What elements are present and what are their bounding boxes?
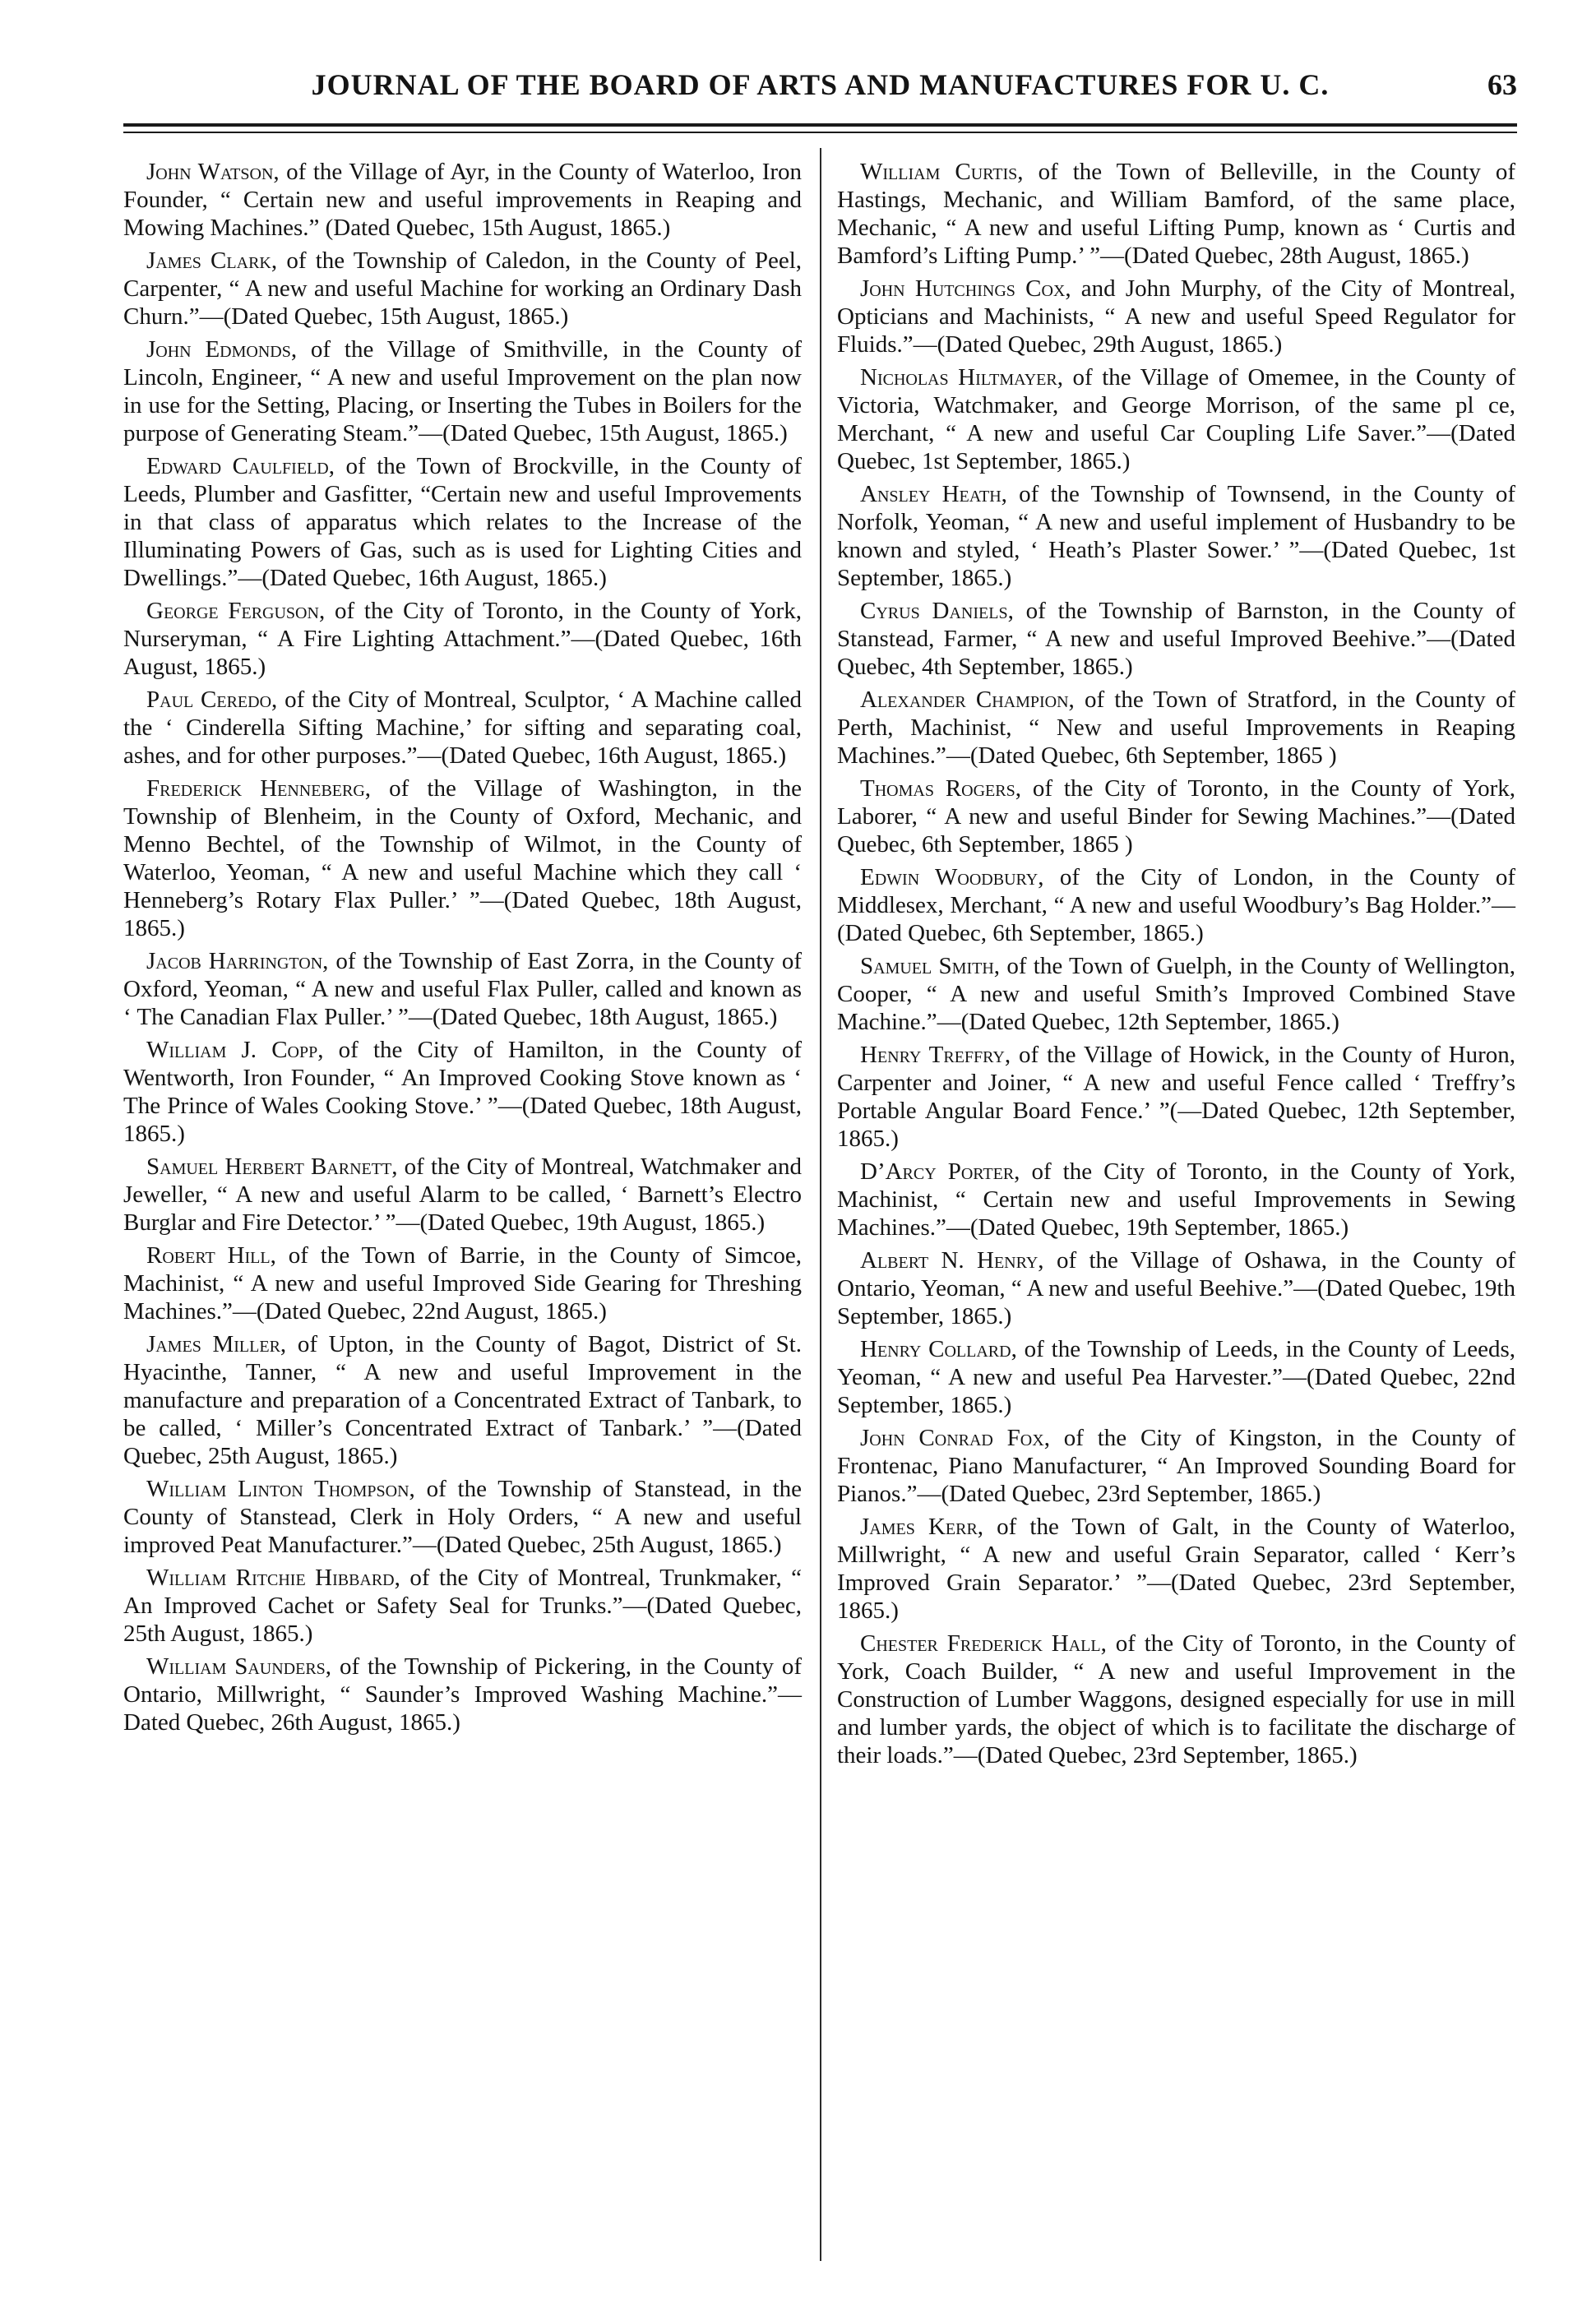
patent-entry: [123, 597, 802, 681]
patent-description: of the Town of Barrie, in the County of Simcoe, Machinist, “ A new and useful Improved Side Gearing for Threshing Machines.”—(Dated Quebec, 22nd August, 1865.): [123, 1242, 803, 1325]
patent-description: of the Township of Barnston, in the County of Stanstead, Farmer, “ A new and useful Improved Beehive.”—(Dated Quebec, 4th September, 1865.): [837, 598, 1516, 680]
patentee-name: Nicholas Hiltmayer,: [860, 364, 1063, 391]
patent-entry: [123, 686, 802, 770]
patentee-name: Albert N. Henry,: [860, 1247, 1044, 1274]
header-rule-thin: [123, 132, 1517, 133]
patent-entry: [837, 158, 1515, 270]
patent-entry: [123, 1475, 802, 1559]
patentee-name: William Ritchie Hibbard,: [146, 1565, 400, 1591]
patentee-name: Samuel Herbert Barnett,: [146, 1154, 398, 1180]
patent-description: of the Village of Howick, in the County of Huron, Carpenter and Joiner, “ A new and useful Fence called ‘ Treffry’s Portable Angular Board Fence.’ ”(—Dated Quebec, 12th September, 1865.): [837, 1042, 1516, 1152]
patent-description: of the City of Hamilton, in the County of Wentworth, Iron Founder, “ An Improved Cooking Stove known as ‘ The Prince of Wales Cooking Stove.’ ”—(Dated Quebec, 18th August, 1865.): [123, 1037, 803, 1147]
patentee-name: William Linton Thompson,: [146, 1476, 415, 1502]
patentee-name: John Hutchings Cox,: [860, 275, 1071, 302]
patent-entry: [837, 952, 1515, 1036]
patent-description: of the Village of Smithville, in the County of Lincoln, Engineer, “ A new and useful Improvement on the plan now in use for the Setting, Placing, or Inserting the Tubes in Boilers for the purpose of Generating Steam.”—(Dated Quebec, 15th August, 1865.): [123, 336, 802, 446]
patent-entry: [123, 335, 802, 447]
patent-description: of Upton, in the County of Bagot, District of St. Hyacinthe, Tanner, “ A new and useful Improvement in the manufacture and preparation of a Concentrated Extract of Tanbark, to be called, ‘ Miller’s Concentrated Extract of Tanbark.’ ”—(Dated Quebec, 25th August, 1865.): [123, 1331, 803, 1469]
patentee-name: Paul Ceredo,: [146, 687, 278, 713]
patent-description: of the Township of Townsend, in the County of Norfolk, Yeoman, “ A new and useful implement of Husbandry to be known and styled, ‘ Heath’s Plaster Sower.’ ”—(Dated Quebec, 1st September, 1865.): [837, 481, 1515, 591]
patent-entry: [123, 452, 802, 592]
header-rule-thick: [123, 123, 1517, 127]
patent-description: of the Village of Ayr, in the County of Waterloo, Iron Founder, “ Certain new and useful improvements in Reaping and Mowing Machines.” (Dated Quebec, 15th August, 1865.): [123, 159, 803, 241]
patentee-name: D’Arcy Porter,: [860, 1158, 1020, 1185]
patent-description: of the City of Kingston, in the County of Frontenac, Piano Manufacturer, “ An Improved Sounding Board for Pianos.”—(Dated Quebec, 23rd September, 1865.): [837, 1425, 1516, 1507]
patentee-name: James Kerr,: [860, 1514, 984, 1540]
patent-description: of the Town of Brockville, in the County of Leeds, Plumber and Gasfitter, “Certain new and useful Improvements in that class of apparatus which relates to the Increase of the Illuminating Powers of Gas, such as is used for Lighting Cities and Dwellings.”—(Dated Quebec, 16th August, 1865.): [123, 453, 803, 591]
patent-entry: [837, 1513, 1515, 1625]
patent-description: of the City of Montreal, Sculptor, ‘ A Machine called the ‘ Cinderella Sifting Machine,’ for sifting and separating coal, ashes, and for other purposes.”—(Dated Quebec, 16th August, 1865.): [123, 687, 803, 769]
patent-entry: [837, 1246, 1515, 1330]
patent-description: of the City of Toronto, in the County of York, Machinist, “ Certain new and useful Improvements in Sewing Machines.”—(Dated Quebec, 19th September, 1865.): [837, 1158, 1515, 1241]
patentee-name: Henry Treffry,: [860, 1042, 1011, 1068]
patent-description: of the City of Toronto, in the County of York, Coach Builder, “ A new and useful Improvement in the Construction of Lumber Waggons, designed especially for use in mill and lumber yards, the object of which is to facilitate the discharge of their loads.”—(Dated Quebec, 23rd September, 1865.): [837, 1630, 1515, 1768]
patentee-name: Thomas Rogers,: [860, 775, 1021, 802]
patent-entry: [837, 363, 1515, 475]
column-divider: [820, 148, 821, 2261]
patent-entry: [123, 774, 802, 942]
patent-entry: [123, 1241, 802, 1325]
patentee-name: Robert Hill,: [146, 1242, 276, 1269]
patentee-name: William Saunders,: [146, 1653, 332, 1680]
patent-description: of the Village of Washington, in the Township of Blenheim, in the County of Oxford, Mechanic, and Menno Bechtel, of the Township of Wilmot, in the County of Waterloo, Yeoman, “ A new and useful Machine which they call ‘ Henneberg’s Rotary Flax Puller.’ ”—(Dated Quebec, 18th August, 1865.): [123, 775, 803, 941]
patent-description: of the Township of Stanstead, in the County of Stanstead, Clerk in Holy Orders, “ A new and useful improved Peat Manufacturer.”—(Dated Quebec, 25th August, 1865.): [123, 1476, 803, 1558]
patent-entry: [837, 480, 1515, 592]
patent-entry: [837, 863, 1515, 947]
patent-entry: [837, 1335, 1515, 1419]
patentee-name: Edwin Woodbury,: [860, 864, 1044, 890]
patentee-name: William J. Copp,: [146, 1037, 324, 1063]
patent-description: of the Township of Pickering, in the County of Ontario, Millwright, “ Saunder’s Improved Washing Machine.”—Dated Quebec, 26th August, 1865.): [123, 1653, 803, 1736]
patent-description: of the Town of Guelph, in the County of Wellington, Cooper, “ A new and useful Smith’s Improved Combined Stave Machine.”—(Dated Quebec, 12th September, 1865.): [837, 953, 1515, 1035]
patentee-name: Ansley Heath,: [860, 481, 1007, 507]
patent-description: of the Town of Galt, in the County of Waterloo, Millwright, “ A new and useful Grain Separator, called ‘ Kerr’s Improved Grain Separator.’ ”—(Dated Quebec, 23rd September, 1865.): [837, 1514, 1515, 1624]
patent-entry: [123, 1153, 802, 1237]
patentee-name: John Edmonds,: [146, 336, 298, 363]
patentee-name: William Curtis,: [860, 159, 1024, 185]
patentee-name: Edward Caulfield,: [146, 453, 335, 479]
page-number: 63: [1487, 68, 1517, 101]
patent-description: of the City of Toronto, in the County of York, Nurseryman, “ A Fire Lighting Attachment.”—(Dated Quebec, 16th August, 1865.): [123, 598, 803, 680]
patent-entry: [123, 1330, 802, 1470]
patent-entry: [123, 158, 802, 242]
patent-description: of the City of Toronto, in the County of York, Laborer, “ A new and useful Binder for Sewing Machines.”—(Dated Quebec, 6th September, 1865 ): [837, 775, 1515, 858]
patent-description: of the City of Montreal, Trunkmaker, “ An Improved Cachet or Safety Seal for Trunks.”—(Dated Quebec, 25th August, 1865.): [123, 1565, 803, 1647]
patent-entry: [837, 1041, 1515, 1153]
patent-entry: [123, 947, 802, 1031]
left-column: [123, 158, 802, 1741]
patent-entry: [123, 1653, 802, 1736]
patentee-name: Alexander Champion,: [860, 687, 1075, 713]
page-header: [123, 67, 1517, 117]
patentee-name: John Watson,: [146, 159, 280, 185]
patent-entry: [837, 1424, 1515, 1508]
right-column: [837, 158, 1515, 1774]
patent-entry: [837, 597, 1515, 681]
patent-entry: [837, 275, 1515, 358]
patentee-name: Henry Collard,: [860, 1336, 1017, 1362]
patentee-name: Jacob Harrington,: [146, 948, 329, 974]
patent-description: and John Murphy, of the City of Montreal, Opticians and Machinists, “ A new and useful Speed Regulator for Fluids.”—(Dated Quebec, 29th August, 1865.): [837, 275, 1516, 358]
patent-entry: [837, 1158, 1515, 1241]
patent-entry: [123, 247, 802, 331]
patent-entry: [123, 1036, 802, 1148]
patentee-name: Cyrus Daniels,: [860, 598, 1014, 624]
patent-description: of the Township of Leeds, in the County of Leeds, Yeoman, “ A new and useful Pea Harvester.”—(Dated Quebec, 22nd September, 1865.): [837, 1336, 1515, 1418]
patent-description: of the Village of Oshawa, in the County of Ontario, Yeoman, “ A new and useful Beehive.”—(Dated Quebec, 19th September, 1865.): [837, 1247, 1516, 1329]
patent-entry: [123, 1564, 802, 1648]
patentee-name: Frederick Henneberg,: [146, 775, 372, 802]
patentee-name: Chester Frederick Hall,: [860, 1630, 1107, 1657]
patent-entry: [837, 686, 1515, 770]
patentee-name: John Conrad Fox,: [860, 1425, 1050, 1451]
patent-description: of the Town of Stratford, in the County of Perth, Machinist, “ New and useful Improvements in Reaping Machines.”—(Dated Quebec, 6th September, 1865 ): [837, 687, 1516, 769]
patentee-name: George Ferguson,: [146, 598, 326, 624]
patent-description: of the City of Montreal, Watchmaker and Jeweller, “ A new and useful Alarm to be called, ‘ Barnett’s Electro Burglar and Fire Detector.’ ”—(Dated Quebec, 19th August, 1865.): [123, 1154, 803, 1236]
patent-entry: [837, 1630, 1515, 1769]
patent-entry: [837, 774, 1515, 858]
patentee-name: Samuel Smith,: [860, 953, 1001, 979]
patent-description: of the Township of East Zorra, in the County of Oxford, Yeoman, “ A new and useful Flax Puller, called and known as ‘ The Canadian Flax Puller.’ ”—(Dated Quebec, 18th August, 1865.): [123, 948, 802, 1030]
running-title: JOURNAL OF THE BOARD OF ARTS AND MANUFACTURES FOR U. C.: [311, 68, 1330, 101]
patent-description: of the Village of Omemee, in the County of Victoria, Watchmaker, and George Morrison, of the same pl ce, Merchant, “ A new and useful Car Coupling Life Saver.”—(Dated Quebec, 1st September, 1865.): [837, 364, 1515, 474]
patentee-name: James Miller,: [146, 1331, 287, 1357]
patent-description: of the City of London, in the County of Middlesex, Merchant, “ A new and useful Woodbury’s Bag Holder.”—(Dated Quebec, 6th September, 1865.): [837, 864, 1516, 946]
patent-description: of the Township of Caledon, in the County of Peel, Carpenter, “ A new and useful Machine for working an Ordinary Dash Churn.”—(Dated Quebec, 15th August, 1865.): [123, 247, 803, 330]
patentee-name: James Clark,: [146, 247, 278, 274]
patent-description: of the Town of Belleville, in the County of Hastings, Mechanic, and William Bamford, of the same place, Mechanic, “ A new and useful Lifting Pump, known as ‘ Curtis and Bamford’s Lifting Pump.’ ”—(Dated Quebec, 28th August, 1865.): [837, 159, 1516, 269]
